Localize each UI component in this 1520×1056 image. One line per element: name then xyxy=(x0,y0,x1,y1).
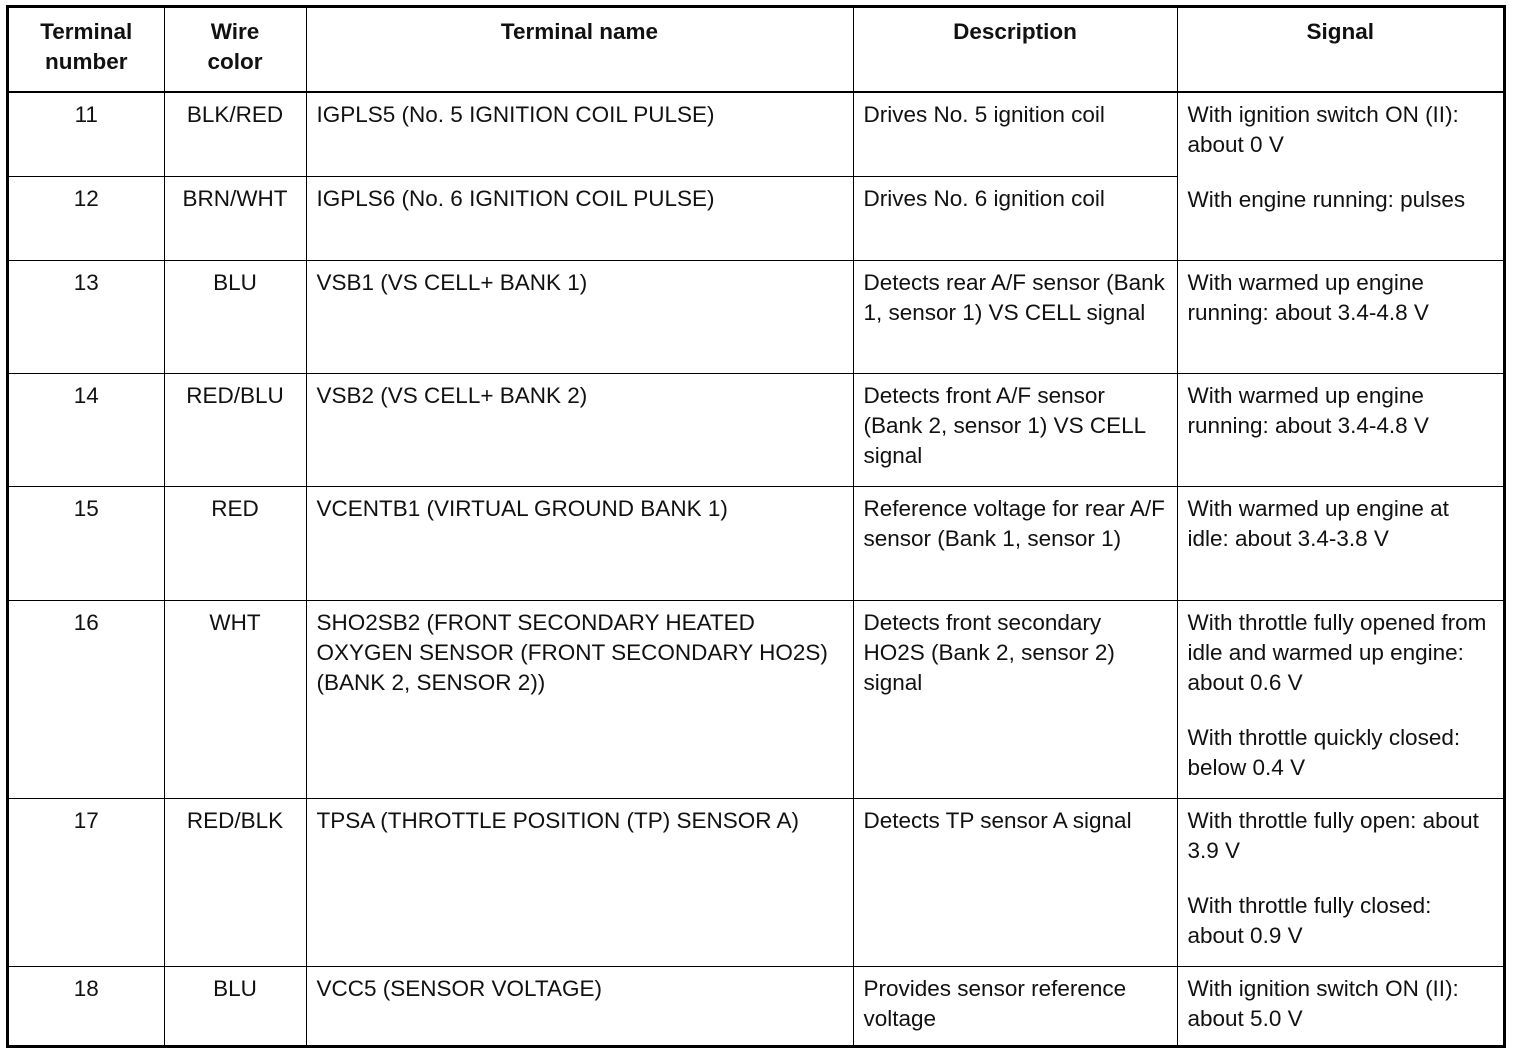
signal-cell xyxy=(1177,966,1503,1045)
table-row xyxy=(9,373,1503,486)
terminal-table-frame xyxy=(6,5,1506,1048)
terminal-number-cell: 17 xyxy=(9,798,164,966)
description-cell: Drives No. 6 ignition coil xyxy=(853,176,1177,260)
signal-cell xyxy=(1177,373,1503,486)
description-cell: Detects rear A/F sensor (Bank 1, sensor 1) VS CELL signal xyxy=(853,260,1177,373)
terminal-number-cell: 13 xyxy=(9,260,164,373)
header-description: Description xyxy=(853,8,1177,92)
wire-color-cell: BLU xyxy=(164,966,306,1045)
header-signal: Signal xyxy=(1177,8,1503,92)
header-terminal-number: Terminal number xyxy=(9,8,164,92)
wire-color-cell: RED/BLU xyxy=(164,373,306,486)
terminal-table xyxy=(9,8,1503,1045)
description-cell: Detects front A/F sensor (Bank 2, sensor 1) VS CELL signal xyxy=(853,373,1177,486)
signal-cell xyxy=(1177,600,1503,798)
table-row xyxy=(9,798,1503,966)
terminal-number-cell: 18 xyxy=(9,966,164,1045)
terminal-name-cell: IGPLS5 (No. 5 IGNITION COIL PULSE) xyxy=(306,92,853,176)
description-cell: Provides sensor reference voltage xyxy=(853,966,1177,1045)
table-row xyxy=(9,966,1503,1045)
signal-line: With throttle fully closed: about 0.9 V xyxy=(1187,892,1432,948)
terminal-name-cell: VCENTB1 (VIRTUAL GROUND BANK 1) xyxy=(306,486,853,600)
terminal-name-cell: VSB2 (VS CELL+ BANK 2) xyxy=(306,373,853,486)
signal-line: With throttle fully open: about 3.9 V xyxy=(1187,807,1479,863)
signal-cell xyxy=(1177,798,1503,966)
terminal-name-cell: VCC5 (SENSOR VOLTAGE) xyxy=(306,966,853,1045)
wire-color-cell: BLK/RED xyxy=(164,92,306,176)
signal-cell-shared xyxy=(1177,92,1503,260)
terminal-number-cell: 14 xyxy=(9,373,164,486)
terminal-number-cell: 11 xyxy=(9,92,164,176)
signal-line: With warmed up engine running: about 3.4-4.8 V xyxy=(1187,269,1429,325)
header-row xyxy=(9,8,1503,92)
terminal-name-cell: SHO2SB2 (FRONT SECONDARY HEATED OXYGEN SENSOR (FRONT SECONDARY HO2S) (BANK 2, SENSOR 2)) xyxy=(306,600,853,798)
signal-line: With engine running: pulses xyxy=(1187,187,1466,212)
description-cell: Drives No. 5 ignition coil xyxy=(853,92,1177,176)
signal-cell xyxy=(1177,486,1503,600)
signal-line: With warmed up engine running: about 3.4-4.8 V xyxy=(1187,382,1429,438)
signal-cell xyxy=(1177,260,1503,373)
description-cell: Reference voltage for rear A/F sensor (Bank 1, sensor 1) xyxy=(853,486,1177,600)
signal-line: With ignition switch ON (II): about 5.0 V xyxy=(1187,975,1459,1031)
header-terminal-name: Terminal name xyxy=(306,8,853,92)
terminal-number-cell: 12 xyxy=(9,176,164,260)
wire-color-cell: WHT xyxy=(164,600,306,798)
wire-color-cell: BRN/WHT xyxy=(164,176,306,260)
header-wire-color: Wire color xyxy=(164,8,306,92)
table-row xyxy=(9,486,1503,600)
signal-line: With throttle fully opened from idle and warmed up engine: about 0.6 V xyxy=(1187,609,1487,695)
table-row xyxy=(9,600,1503,798)
description-cell: Detects front secondary HO2S (Bank 2, sensor 2) signal xyxy=(853,600,1177,798)
wire-color-cell: BLU xyxy=(164,260,306,373)
terminal-name-cell: TPSA (THROTTLE POSITION (TP) SENSOR A) xyxy=(306,798,853,966)
table-row xyxy=(9,260,1503,373)
description-cell: Detects TP sensor A signal xyxy=(853,798,1177,966)
signal-line: With warmed up engine at idle: about 3.4-3.8 V xyxy=(1187,495,1449,551)
wire-color-cell: RED xyxy=(164,486,306,600)
terminal-name-cell: IGPLS6 (No. 6 IGNITION COIL PULSE) xyxy=(306,176,853,260)
signal-line: With throttle quickly closed: below 0.4 V xyxy=(1187,724,1461,780)
wire-color-cell: RED/BLK xyxy=(164,798,306,966)
terminal-name-cell: VSB1 (VS CELL+ BANK 1) xyxy=(306,260,853,373)
signal-line: With ignition switch ON (II): about 0 V xyxy=(1187,102,1459,157)
terminal-number-cell: 16 xyxy=(9,600,164,798)
table-row xyxy=(9,92,1503,176)
terminal-number-cell: 15 xyxy=(9,486,164,600)
